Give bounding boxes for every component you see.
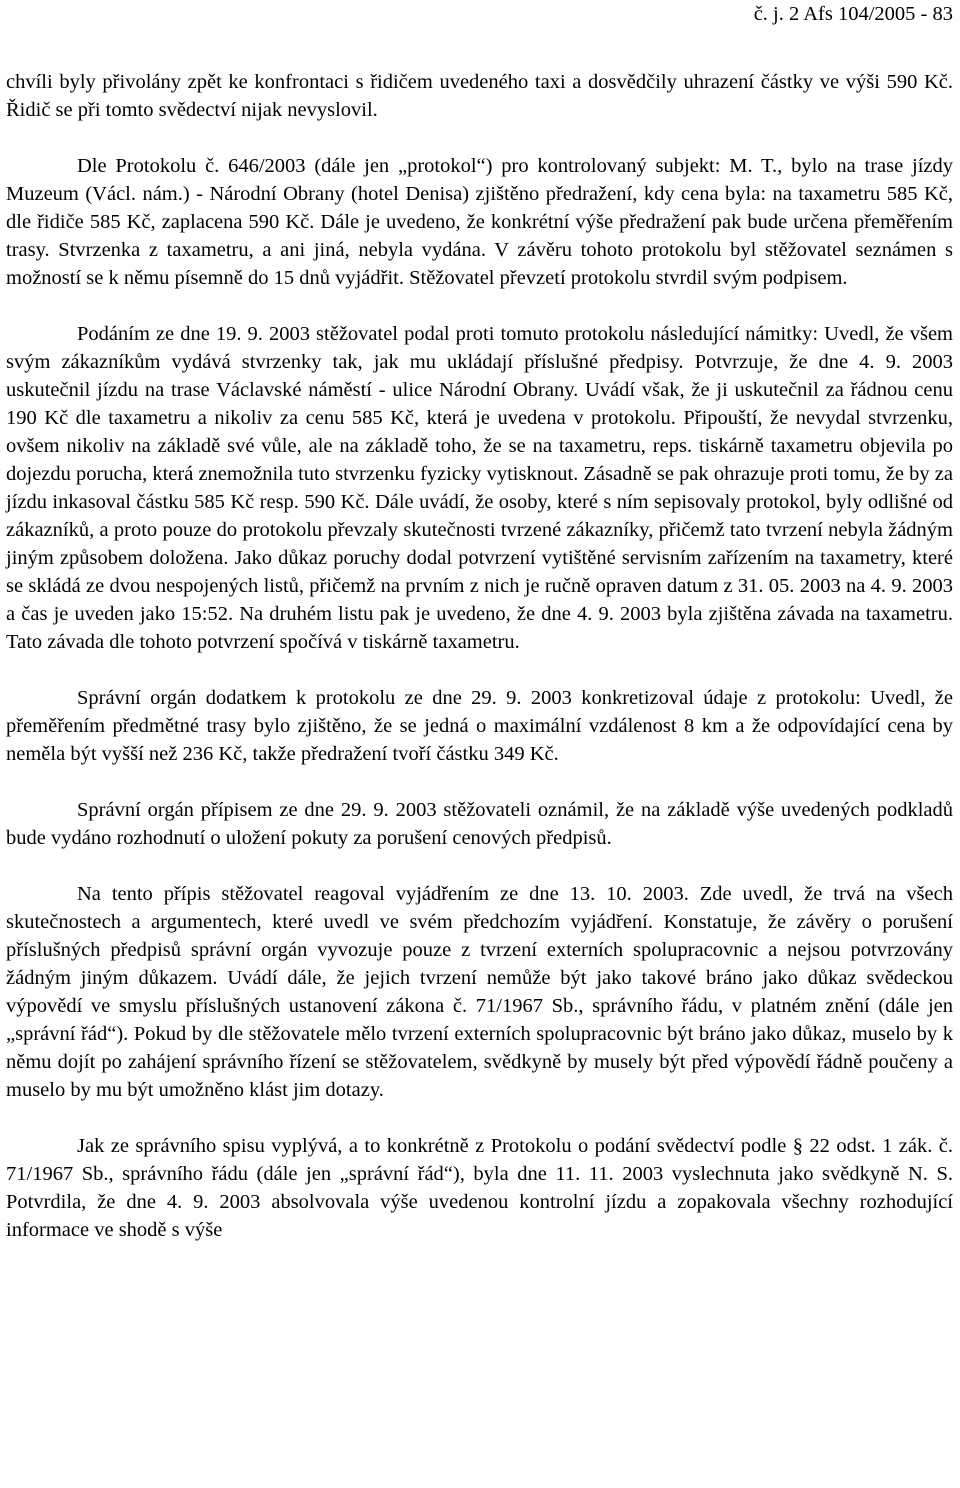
paragraph-2: Dle Protokolu č. 646/2003 (dále jen „protokol“) pro kontrolovaný subjekt: M. T., bylo na trase jízdy Muzeum (Václ. nám.) - Národní Obrany (hotel Denisa) zjištěno předražení, kdy cena byla: na taxametru 585 Kč, dle řidiče 585 Kč, zaplacena 590 Kč. Dále je uvedeno, že konkrétní výše předražení pak bude určena přeměřením trasy. Stvrzenka z taxametru, a ani jiná, nebyla vydána. V závěru tohoto protokolu byl stěžovatel seznámen s možností se k němu písemně do 15 dnů vyjádřit. Stěžovatel převzetí protokolu stvrdil svým podpisem.: [6, 155, 953, 289]
paragraph-6: Na tento přípis stěžovatel reagoval vyjádřením ze dne 13. 10. 2003. Zde uvedl, že trvá na všech skutečnostech a argumentech, které uvedl ve svém předchozím vyjádření. Konstatuje, že závěry o porušení příslušných předpisů správní orgán vyvozuje pouze z tvrzení externích spolupracovnic a nejsou potvrzovány žádným jiným důkazem. Uvádí dále, že jejich tvrzení nemůže být jako takové bráno jako důkaz svědeckou výpovědí ve smyslu příslušných ustanovení zákona č. 71/1967 Sb., správního řádu, v platném znění (dále jen „správní řád“). Pokud by dle stěžovatele mělo tvrzení externích spolupracovnic být bráno jako důkaz, muselo by k němu dojít po zahájení správního řízení se stěžovatelem, svědkyně by musely být před výpovědí řádně poučeny a muselo by mu být umožněno klást jim dotazy.: [6, 883, 953, 1101]
case-reference: č. j. 2 Afs 104/2005 - 83: [753, 3, 953, 25]
paragraph-1: chvíli byly přivolány zpět ke konfrontaci s řidičem uvedeného taxi a dosvědčily uhrazení částky ve výši 590 Kč. Řidič se při tomto svědectví nijak nevyslovil.: [6, 71, 953, 121]
paragraph-4: Správní orgán dodatkem k protokolu ze dne 29. 9. 2003 konkretizoval údaje z protokolu: Uvedl, že přeměřením předmětné trasy bylo zjištěno, že se jedná o maximální vzdálenost 8 km a že odpovídající cena by neměla být vyšší než 236 Kč, takže předražení tvoří částku 349 Kč.: [6, 687, 953, 765]
paragraph-5: Správní orgán přípisem ze dne 29. 9. 2003 stěžovateli oznámil, že na základě výše uvedených podkladů bude vydáno rozhodnutí o uložení pokuty za porušení cenových předpisů.: [6, 799, 953, 849]
paragraph-3: Podáním ze dne 19. 9. 2003 stěžovatel podal proti tomuto protokolu následující námitky: Uvedl, že všem svým zákazníkům vydává stvrzenky tak, jak mu ukládají příslušné předpisy. Potvrzuje, že dne 4. 9. 2003 uskutečnil jízdu na trase Václavské náměstí - ulice Národní Obrany. Uvádí však, že ji uskutečnil za řádnou cenu 190 Kč dle taxametru a nikoliv za cenu 585 Kč, která je uvedena v protokolu. Připouští, že nevydal stvrzenku, ovšem nikoliv na základě své vůle, ale na základě toho, že se na taxametru, reps. tiskárně taxametru objevila po dojezdu porucha, která znemožnila tuto stvrzenku fyzicky vytisknout. Zásadně se pak ohrazuje proti tomu, že by za jízdu inkasoval částku 585 Kč resp. 590 Kč. Dále uvádí, že osoby, které s ním sepisovaly protokol, byly odlišné od zákazníků, a proto pouze do protokolu převzaly skutečnosti tvrzené zákazníky, přičemž tato tvrzení nebyla žádným jiným způsobem doložena. Jako důkaz poruchy dodal potvrzení vytištěné servisním zařízením na taxametry, které se skládá ze dvou nespojených listů, přičemž na prvním z nich je ručně opraven datum z 31. 05. 2003 na 4. 9. 2003 a čas je uveden jako 15:52. Na druhém listu pak je uvedeno, že dne 4. 9. 2003 byla zjištěna závada na taxametru. Tato závada dle tohoto potvrzení spočívá v tiskárně taxametru.: [6, 323, 953, 653]
paragraph-7: Jak ze správního spisu vyplývá, a to konkrétně z Protokolu o podání svědectví podle § 22 odst. 1 zák. č. 71/1967 Sb., správního řádu (dále jen „správní řád“), byla dne 11. 11. 2003 vyslechnuta jako svědkyně N. S. Potvrdila, že dne 4. 9. 2003 absolvovala výše uvedenou kontrolní jízdu a zopakovala všechny rozhodující informace ve shodě s výše: [6, 1135, 953, 1241]
